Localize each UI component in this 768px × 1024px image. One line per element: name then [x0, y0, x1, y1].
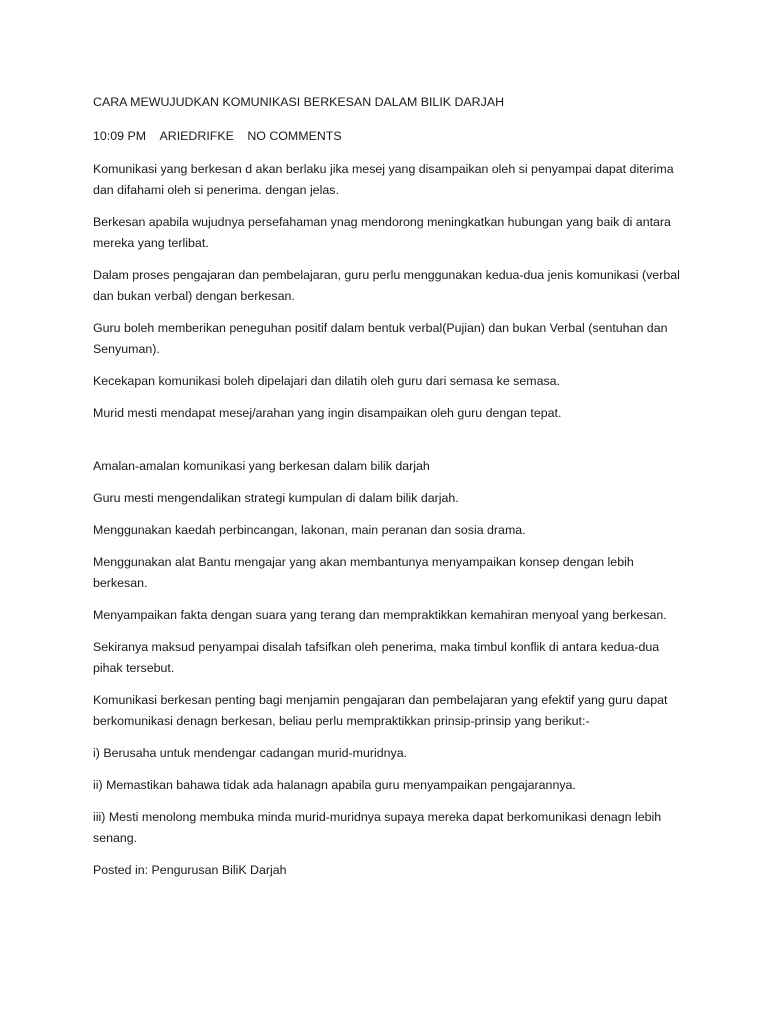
posted-in-footer: Posted in: Pengurusan BiliK Darjah: [93, 863, 287, 877]
paragraph: Sekiranya maksud penyampai disalah tafsifkan oleh penerima, maka timbul konflik di antara kedua-dua pihak tersebut.: [93, 640, 660, 675]
paragraph: Guru boleh memberikan peneguhan positif dalam bentuk verbal(Pujian) dan bukan Verbal (sentuhan dan Senyuman).: [93, 321, 668, 356]
post-comments: NO COMMENTS: [247, 129, 342, 143]
post-meta: [93, 126, 683, 147]
list-item: i) Berusaha untuk mendengar cadangan murid-muridnya.: [93, 746, 408, 760]
section-heading: Amalan-amalan komunikasi yang berkesan dalam bilik darjah: [93, 459, 430, 473]
list-item: ii) Memastikan bahawa tidak ada halanagn apabila guru menyampaikan pengajarannya.: [93, 778, 576, 792]
paragraph: Murid mesti mendapat mesej/arahan yang ingin disampaikan oleh guru dengan tepat.: [93, 406, 562, 420]
paragraph: Komunikasi yang berkesan d akan berlaku jika mesej yang disampaikan oleh si penyampai dapat diterima dan difahami oleh si penerima. dengan jelas.: [93, 162, 674, 197]
paragraph: Kecekapan komunikasi boleh dipelajari dan dilatih oleh guru dari semasa ke semasa.: [93, 374, 560, 388]
section-spacer: [93, 435, 683, 456]
paragraph: Menggunakan alat Bantu mengajar yang akan membantunya menyampaikan konsep dengan lebih berkesan.: [93, 555, 634, 590]
paragraph: Guru mesti mengendalikan strategi kumpulan di dalam bilik darjah.: [93, 491, 459, 505]
paragraph: Berkesan apabila wujudnya persefahaman ynag mendorong meningkatkan hubungan yang baik di antara mereka yang terlibat.: [93, 215, 671, 250]
paragraph: Menggunakan kaedah perbincangan, lakonan, main peranan dan sosia drama.: [93, 523, 526, 537]
paragraph: Menyampaikan fakta dengan suara yang terang dan mempraktikkan kemahiran menyoal yang berkesan.: [93, 608, 667, 622]
document-page: [93, 92, 683, 892]
post-author: ARIEDRIFKE: [159, 129, 234, 143]
list-item: iii) Mesti menolong membuka minda murid-muridnya supaya mereka dapat berkomunikasi denagn lebih senang.: [93, 810, 662, 845]
paragraph: Komunikasi berkesan penting bagi menjamin pengajaran dan pembelajaran yang efektif yang guru dapat berkomunikasi denagn berkesan, beliau perlu mempraktikkan prinsip-prinsip yang berikut:-: [93, 693, 668, 728]
document-title: CARA MEWUJUDKAN KOMUNIKASI BERKESAN DALAM BILIK DARJAH: [93, 95, 505, 109]
paragraph: Dalam proses pengajaran dan pembelajaran, guru perlu menggunakan kedua-dua jenis komunikasi (verbal dan bukan verbal) dengan berkesan.: [93, 268, 680, 303]
post-time: 10:09 PM: [93, 129, 147, 143]
